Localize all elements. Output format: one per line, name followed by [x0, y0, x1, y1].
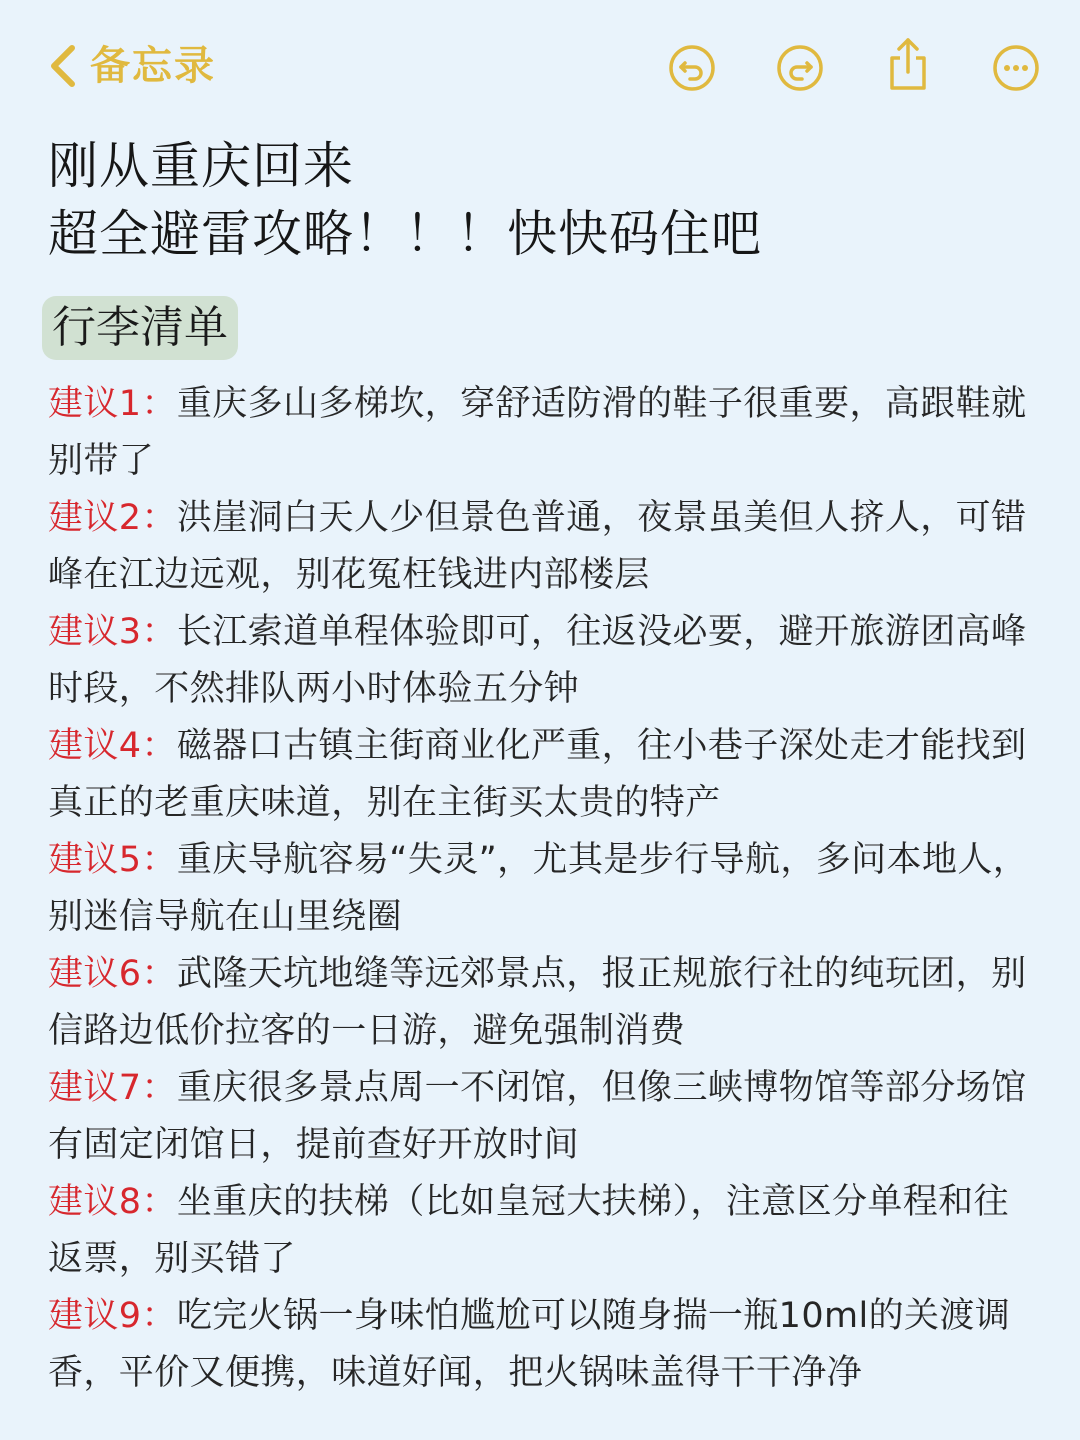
- share-icon: [884, 36, 932, 92]
- tip-text: 吃完火锅一身味怕尴尬可以随身揣一瓶10ml的关渡调香，平价又便携，味道好闻，把火锅味盖得干干净净: [48, 1296, 1011, 1393]
- tips-list: [48, 376, 1038, 1402]
- tip-text: 坐重庆的扶梯（比如皇冠大扶梯），注意区分单程和往返票，别买错了: [48, 1182, 1009, 1279]
- back-button[interactable]: [44, 38, 216, 94]
- undo-icon: [668, 44, 716, 92]
- tip-label: 建议9：: [48, 1296, 177, 1336]
- tip-item: [48, 946, 1038, 1060]
- undo-button[interactable]: [668, 44, 716, 92]
- share-button[interactable]: [884, 36, 932, 84]
- note-title: [48, 132, 1038, 268]
- tip-item: [48, 376, 1038, 490]
- tip-text: 重庆多山多梯坎，穿舒适防滑的鞋子很重要，高跟鞋就别带了: [48, 384, 1027, 481]
- tip-label: 建议7：: [48, 1068, 177, 1108]
- tip-text: 武隆天坑地缝等远郊景点，报正规旅行社的纯玩团，别信路边低价拉客的一日游，避免强制消费: [48, 954, 1027, 1051]
- tip-text: 长江索道单程体验即可，往返没必要，避开旅游团高峰时段，不然排队两小时体验五分钟: [48, 612, 1027, 709]
- redo-icon: [776, 44, 824, 92]
- tip-item: [48, 718, 1038, 832]
- back-label: 备忘录: [90, 43, 216, 89]
- more-icon: [992, 44, 1040, 92]
- tip-label: 建议3：: [48, 612, 177, 652]
- tip-label: 建议8：: [48, 1182, 177, 1222]
- tip-label: 建议1：: [48, 384, 177, 424]
- top-toolbar: [0, 0, 1080, 130]
- tip-label: 建议6：: [48, 954, 177, 994]
- tip-item: [48, 1174, 1038, 1288]
- tip-item: [48, 1288, 1038, 1402]
- more-button[interactable]: [992, 44, 1040, 92]
- redo-button[interactable]: [776, 44, 824, 92]
- chevron-left-icon: [44, 38, 84, 94]
- note-title-line-2: 超全避雷攻略！！！快快码住吧: [48, 205, 762, 263]
- tip-item: [48, 832, 1038, 946]
- note-title-line-1: 刚从重庆回来: [48, 137, 354, 195]
- tip-text: 重庆导航容易“失灵”，尤其是步行导航，多问本地人，别迷信导航在山里绕圈: [48, 840, 1029, 937]
- tip-text: 重庆很多景点周一不闭馆，但像三峡博物馆等部分场馆有固定闭馆日，提前查好开放时间: [48, 1068, 1027, 1165]
- section-heading: 行李清单: [42, 296, 238, 360]
- tip-label: 建议2：: [48, 498, 177, 538]
- tip-label: 建议5：: [48, 840, 177, 880]
- tip-item: [48, 490, 1038, 604]
- tip-label: 建议4：: [48, 726, 177, 766]
- tip-text: 洪崖洞白天人少但景色普通，夜景虽美但人挤人，可错峰在江边远观，别花冤枉钱进内部楼层: [48, 498, 1027, 595]
- tip-item: [48, 604, 1038, 718]
- tip-item: [48, 1060, 1038, 1174]
- tip-text: 磁器口古镇主街商业化严重，往小巷子深处走才能找到真正的老重庆味道，别在主街买太贵的特产: [48, 726, 1027, 823]
